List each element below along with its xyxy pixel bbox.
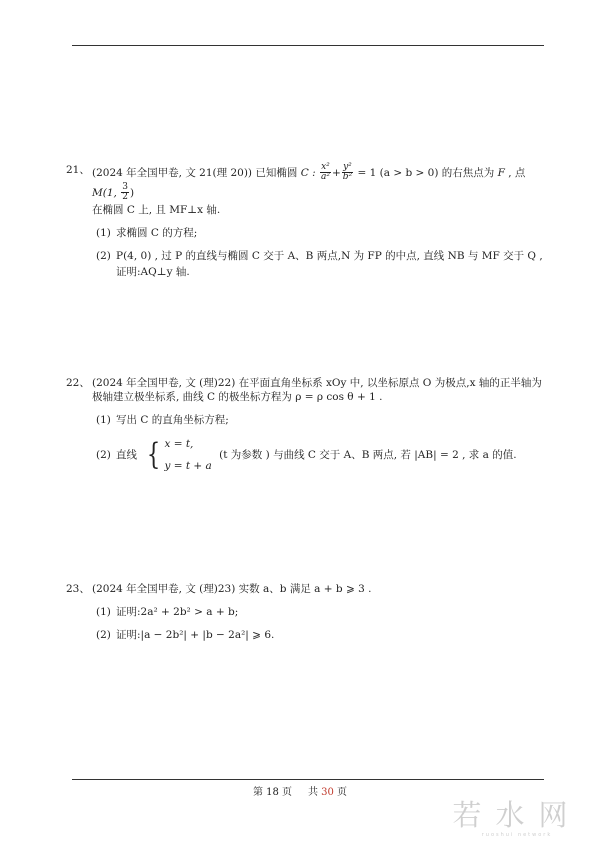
header-rule — [72, 45, 544, 46]
problem-stem-cont: 在椭圆 C 上, 且 MF⊥x 轴. — [92, 203, 221, 216]
subquestion-1: (1) 证明:2a² + 2b² > a + b; — [96, 606, 239, 619]
page-number: 第 18 页 — [252, 787, 293, 798]
fraction-y2-b2: $\frac{\text{y²}}{\text{b²}}$ — [342, 162, 353, 183]
footer-rule — [72, 779, 544, 780]
equation-system — [144, 437, 211, 473]
fraction-3-2: $\frac{3}{2}$ — [122, 181, 128, 203]
problem-21 — [66, 163, 546, 279]
fraction-x2-a2: $\frac{\text{x²}}{\text{a²}}$ — [320, 162, 330, 183]
problem-stem-cont: 极轴建立极坐标系, 曲线 C 的极坐标方程为 ρ = ρ cos θ + 1 . — [92, 391, 383, 404]
brace-icon: { — [147, 436, 161, 472]
equation-x: x = t, — [164, 437, 194, 450]
subquestion-2: (2) 直线 { x = t, y = t + a (t 为参数 ) 与曲线 C 交于 A、B 两点, 若 |AB| = 2 , 求 a 的值. — [96, 436, 517, 472]
subquestion-1: (1) 求椭圆 C 的方程; — [96, 226, 198, 239]
problem-22 — [66, 376, 546, 473]
problem-stem: (2024 年全国甲卷, 文 (理)22) 在平面直角坐标系 xOy 中, 以坐标原点 O 为极点,x 轴的正半轴为 — [92, 377, 542, 389]
problem-number: 23、 — [66, 583, 90, 595]
subquestion-2: (2) 证明:|a − 2b²| + |b − 2a²| ⩾ 6. — [96, 629, 275, 642]
problem-number: 22、 — [66, 377, 90, 389]
problem-stem: (2024 年全国甲卷, 文 21(理 20)) 已知椭圆 C : $\frac{\text{x²}}{\text{a²}}$ + $\frac{\text{y²}}{\text{b²}}$ = 1 (a > b > 0) 的右焦点为 F , 点 M(1, $\frac{3}{2}$ ) — [92, 162, 526, 203]
problem-number: 21、 — [66, 164, 90, 176]
subquestion-2-cont: 证明:AQ⊥y 轴. — [116, 266, 190, 279]
problem-stem: (2024 年全国甲卷, 文 (理)23) 实数 a、b 满足 a + b ⩾ 3 . — [92, 583, 372, 595]
equation-y: y = t + a — [164, 459, 212, 472]
page-total: 共 30 页 — [307, 787, 348, 798]
problem-23 — [66, 582, 546, 643]
subquestion-2: (2) P(4, 0) , 过 P 的直线与椭圆 C 交于 A、B 两点,N 为 FP 的中点, 直线 NB 与 MF 交于 Q , — [96, 250, 543, 263]
watermark-logo: 若水网 ruoshui network — [452, 798, 582, 838]
subquestion-1: (1) 写出 C 的直角坐标方程; — [96, 414, 229, 427]
